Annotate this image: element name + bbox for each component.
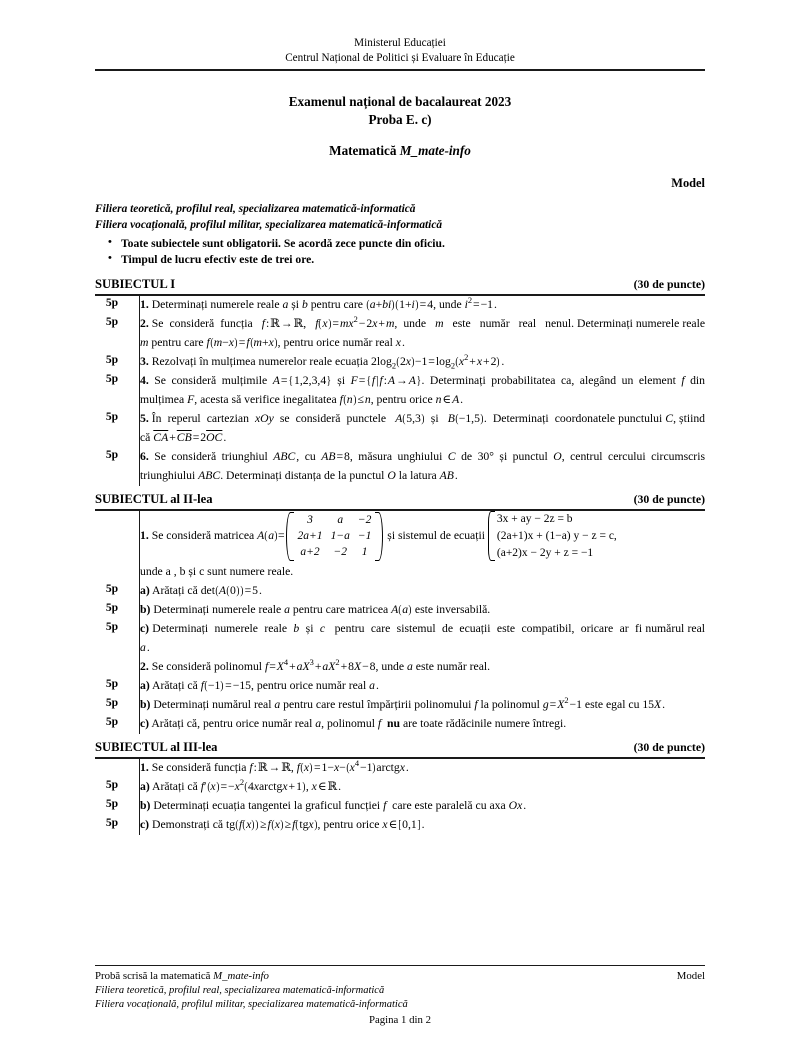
footer-filiera-1: Filiera teoretică, profilul real, specializarea matematică-informatică xyxy=(95,984,385,996)
exam-title-line-2: Proba E. c) xyxy=(368,112,432,128)
matrix-row xyxy=(294,528,376,544)
column-divider xyxy=(129,696,140,715)
column-divider xyxy=(129,658,140,677)
column-divider xyxy=(129,758,140,778)
points-cell: 5p xyxy=(105,410,119,424)
subject-2-p2-item-b: b) Determinați numărul real a pentru care restul împărțirii polinomului f la polinomul g = $X^2$ −1 este egal cu 15X . xyxy=(140,695,666,711)
points-cell: 5p xyxy=(105,777,119,791)
footer-model-label: Model xyxy=(676,969,705,982)
subject-2-title: SUBIECTUL al II-lea xyxy=(95,491,213,506)
subject-prefix: Matematică xyxy=(329,143,400,159)
table-row xyxy=(95,797,705,816)
subject-2-table xyxy=(95,509,705,734)
subject-3-heading xyxy=(95,740,705,755)
subject-2-p2-item-c: c) Arătați că, pentru orice număr real a, polinomul f nu are toate rădăcinile numere întregi. xyxy=(140,716,567,730)
matrix-cell: a+2 xyxy=(300,546,320,559)
points-cell: 5p xyxy=(105,620,119,634)
column-divider xyxy=(129,295,140,315)
table-row xyxy=(95,448,705,486)
problem-6-text: 6. Se consideră triunghiul ABC , cu AB = 8, măsura unghiului C de 30° și punctul O, centrul cercului circumscris triunghiului ABC. Determinați distanța de la punctul O la latura AB . xyxy=(140,450,705,482)
column-divider xyxy=(129,510,140,582)
column-divider xyxy=(129,715,140,734)
column-divider xyxy=(129,677,140,696)
column-divider xyxy=(129,582,140,601)
matrix-right-bracket xyxy=(375,512,383,561)
column-divider xyxy=(129,601,140,620)
subject-2-item-c: c) Determinați numerele reale b și c pentru care sistemul de ecuații este compatibil, oricare ar fi numărul real a . xyxy=(140,622,706,655)
column-divider xyxy=(129,778,140,797)
subject-2-points: (30 de puncte) xyxy=(633,491,705,506)
problem-2-text: 2. Se consideră funcția f : ℝ → ℝ, f(x) = $mx^2$ − 2x + m, unde m este număr real nenul. Determinați numerele reale m pentru care f(m−x) = f(m+x), pentru orice număr real x . xyxy=(140,314,706,350)
column-divider xyxy=(129,372,140,410)
points-cell: 5p xyxy=(105,695,119,709)
footer-left xyxy=(95,969,269,984)
points-cell-empty xyxy=(95,510,129,582)
points-cell-empty xyxy=(95,758,129,778)
system-brace xyxy=(488,511,495,561)
table-row xyxy=(95,658,705,677)
subject-3-points: (30 de puncte) xyxy=(633,739,705,754)
points-cell: 5p xyxy=(105,296,119,310)
column-divider xyxy=(129,797,140,816)
problem-3-text: 3. Rezolvați în mulțimea numerelor reale ecuația $2\log_2(2x)-1$ = $\log_2(x^2$ + x + 2) . xyxy=(140,352,505,371)
subject-2-problem-1-intro xyxy=(140,510,706,582)
column-divider xyxy=(129,620,140,658)
subject-1-heading xyxy=(95,277,705,292)
masthead xyxy=(95,0,705,66)
column-divider xyxy=(129,315,140,353)
model-label: Model xyxy=(671,176,705,191)
subject-3-title: SUBIECTUL al III-lea xyxy=(95,739,218,754)
footer-top-row xyxy=(95,969,705,984)
subject-1-title: SUBIECTUL I xyxy=(95,277,176,292)
table-row xyxy=(95,315,705,353)
system-lines xyxy=(497,511,617,561)
subject-1-points: (30 de puncte) xyxy=(633,277,705,292)
exam-title-line-1: Examenul național de bacalaureat 2023 xyxy=(288,93,512,109)
points-cell: 5p xyxy=(105,448,119,462)
matrix-cell: 1 xyxy=(361,546,368,559)
points-cell: 5p xyxy=(105,353,119,367)
points-cell: 5p xyxy=(105,601,119,615)
points-cell-empty xyxy=(95,658,129,677)
matrix-cell: a xyxy=(337,513,344,526)
table-row xyxy=(95,696,705,715)
table-row xyxy=(95,295,705,315)
table-row xyxy=(95,353,705,372)
equation-system xyxy=(488,511,617,561)
subject-line xyxy=(95,143,705,159)
problem-5-text: 5. În reperul cartezian xOy se consideră punctele A(5,3) și B(−1,5). Determinați coordonatele punctului C, știind că $\overline{CA}$ + $\overline{CB}$ = $2\overline{OC}$ . xyxy=(140,412,706,445)
matrix-cell: 3 xyxy=(307,513,313,526)
points-cell: 5p xyxy=(105,582,119,596)
column-divider xyxy=(129,410,140,448)
points-cell: 5p xyxy=(105,677,119,690)
table-row xyxy=(95,620,705,658)
matrix-cell: 1−a xyxy=(330,529,350,542)
filiera-line-1: Filiera teoretică, profilul real, specializarea matematică-informatică xyxy=(95,203,416,216)
table-row xyxy=(95,758,705,778)
instruction-item: • Toate subiectele sunt obligatorii. Se acordă zece puncte din oficiu. xyxy=(121,236,705,252)
problem-4-text: 4. Se consideră mulțimile A = {1,2,3,4} și F = {f | f : A → A}. Determinați probabilitatea ca, alegând un element f din mulțimea F, acesta să verifice inegalitatea f(n) ≤ n, pentru orice n ∈ A . xyxy=(140,374,706,407)
column-divider xyxy=(129,448,140,486)
matricea-label: 1. Se consideră matricea A(a)= xyxy=(140,528,285,542)
matrix-cell: −1 xyxy=(357,529,372,542)
subject-3-problem-1-intro: 1. Se consideră funcția f : ℝ → ℝ, f(x) = $1-x-(x^4$ −1)arctgx . xyxy=(140,757,409,774)
matrix-body xyxy=(294,512,376,561)
exam-page xyxy=(95,0,705,1040)
table-row xyxy=(95,715,705,734)
points-cell: 5p xyxy=(105,315,119,329)
matrix-note: unde a , b și c sunt numere reale. xyxy=(140,565,294,579)
table-row xyxy=(95,582,705,601)
footer-page-number: Pagina 1 din 2 xyxy=(368,1014,432,1026)
table-row xyxy=(95,372,705,410)
subject-3-item-a: a) Arătați că f′(x) = $-x^2(4xarctgx$ + 1), x ∈ ℝ . xyxy=(140,776,342,793)
subject-3-item-b: b) Determinați ecuația tangentei la graficul funcției f care este paralelă cu axa Ox . xyxy=(140,798,527,812)
sistemul-label: și sistemul de ecuații xyxy=(384,528,488,542)
subject-2-item-b: b) Determinați numerele reale a pentru care matricea A(a) este inversabilă. xyxy=(140,603,491,617)
system-line: (2a+1)x + (1−a) y − z = c, xyxy=(496,529,617,542)
subject-code: M_mate-info xyxy=(399,143,471,159)
subject-1-table xyxy=(95,294,705,486)
subject-3-table xyxy=(95,757,705,835)
matrix-cell: 2a+1 xyxy=(297,529,323,542)
matrix-A xyxy=(286,512,384,561)
ministry-line-2: Centrul Național de Politici și Evaluare în Educație xyxy=(285,51,515,64)
system-line: (a+2)x − 2y + z = −1 xyxy=(496,546,594,559)
matrix-row xyxy=(294,512,376,528)
exam-title xyxy=(95,93,705,130)
ministry-line-1: Ministerul Educației xyxy=(354,37,446,49)
problem-1-text: 1. Determinați numerele reale a și b pentru care (a+bi)(1+i) = 4, unde $i^2$ = −1 . xyxy=(140,295,497,312)
header-divider xyxy=(95,69,705,71)
subject-2-item-a: a) Arătați că det(A(0)) = 5 . xyxy=(140,584,262,598)
page-footer xyxy=(95,965,705,1026)
table-row xyxy=(95,816,705,835)
filiera-block xyxy=(95,202,705,233)
footer-left-prefix: Probă scrisă la matematică xyxy=(95,969,214,982)
table-row xyxy=(95,677,705,696)
points-cell: 5p xyxy=(105,815,119,829)
column-divider xyxy=(129,353,140,372)
points-cell: 5p xyxy=(105,372,119,386)
footer-filiera-2: Filiera vocațională, profilul militar, specializarea matematică-informatică xyxy=(95,999,408,1011)
table-row xyxy=(95,510,705,582)
instruction-item: • Timpul de lucru efectiv este de trei ore. xyxy=(121,252,705,268)
subject-2-heading xyxy=(95,492,705,507)
table-row xyxy=(95,601,705,620)
instructions-list xyxy=(95,236,705,269)
filiera-line-2: Filiera vocațională, profilul militar, specializarea matematică-informatică xyxy=(95,218,443,231)
table-row xyxy=(95,410,705,448)
points-cell: 5p xyxy=(105,796,119,810)
subject-2-problem-2-intro: 2. Se consideră polinomul f = $X^4$ + $aX^3$ + $aX^2$ + 8X − 8, unde a este număr real. xyxy=(140,657,491,674)
system-line: 3x + ay − 2z = b xyxy=(496,512,573,525)
table-row xyxy=(95,778,705,797)
subject-2-p2-item-a: a) Arătați că f(−1) = −15, pentru orice număr real a . xyxy=(140,679,379,692)
matrix-cell: −2 xyxy=(333,546,347,559)
points-cell: 5p xyxy=(105,714,119,728)
matrix-left-bracket xyxy=(286,512,294,561)
matrix-row xyxy=(294,544,376,560)
column-divider xyxy=(129,816,140,835)
matrix-cell: −2 xyxy=(357,513,372,526)
subject-3-item-c: c) Demonstrați că tg(f(x)) ≥ f(x) ≥ f(tgx), pentru orice x ∈ [0,1] . xyxy=(140,817,425,831)
footer-subject-code: M_mate-info xyxy=(213,969,269,982)
